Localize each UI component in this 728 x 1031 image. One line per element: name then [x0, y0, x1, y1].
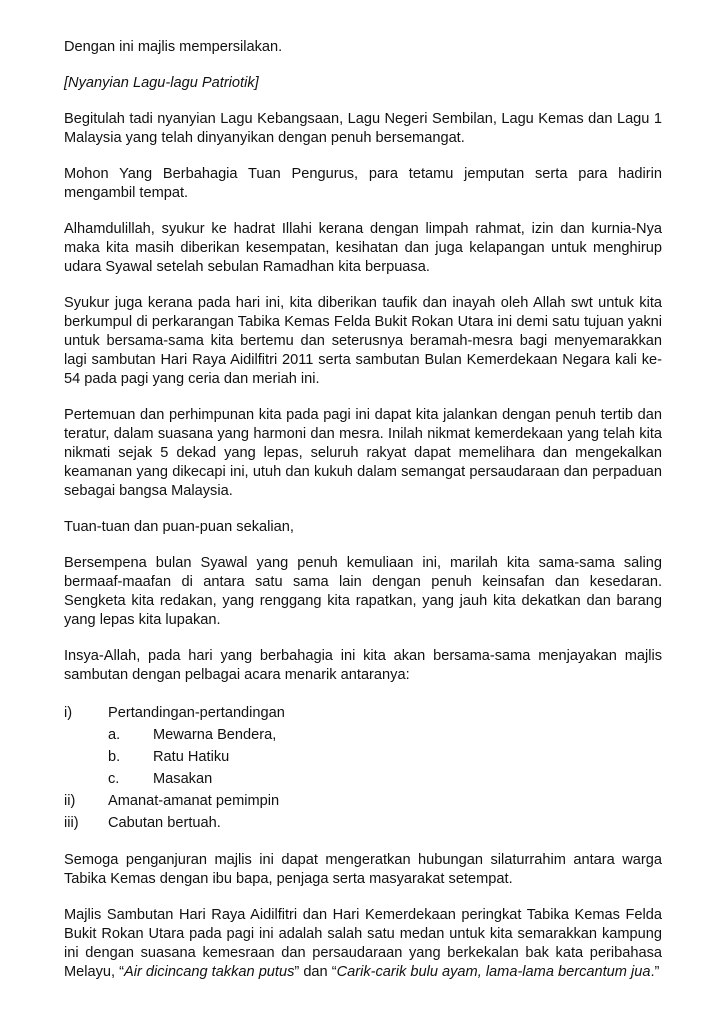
closing-end: .” [650, 964, 660, 980]
paragraph-opening: Dengan ini majlis mempersilakan. [64, 39, 283, 55]
paragraph-salutation: Tuan-tuan dan puan-puan sekalian, [64, 519, 294, 535]
sub-list-item [64, 746, 662, 768]
paragraph-hope: Semoga penganjuran majlis ini dapat mengeratkan hubungan silaturrahim antara warga Tabika Kemas dengan ibu bapa, penjaga serta masyarakat setempat. [64, 852, 662, 887]
closing-connector: dan “ [299, 964, 337, 980]
paragraph-meeting: Pertemuan dan perhimpunan kita pada pagi ini dapat kita jalankan dengan penuh tertib dan teratur, dalam suasana yang harmoni dan mesra. Inilah nikmat kemerdekaan yang telah kita nikmati sejak 5 dekad yang lepas, seluruh rakyat dapat memelihara dan mengekalkan keamanan yang dikecapi ini, utuh dan kukuh dalam semangat persaudaraan dan perpaduan sebagai bangsa Malaysia. [64, 407, 662, 499]
paragraph-seating: Mohon Yang Berbahagia Tuan Pengurus, para tetamu jemputan serta para hadirin mengambil tempat. [64, 166, 662, 201]
paragraph-gratitude: Alhamdulillah, syukur ke hadrat Illahi kerana dengan limpah rahmat, izin dan kurnia-Nya maka kita masih diberikan kesempatan, kesihatan dan juga kelapangan untuk menghirup udara Syawal setelah sebulan Ramadhan kita berpuasa. [64, 221, 662, 275]
sub-list-item [64, 724, 662, 746]
sub-list-letter: b. [108, 748, 121, 765]
sub-list-item [64, 768, 662, 790]
list-item [64, 812, 662, 834]
sub-list-letter: a. [108, 726, 121, 743]
paragraph-closing [64, 906, 662, 982]
list-item [64, 790, 662, 812]
list-text: Amanat-amanat pemimpin [108, 792, 280, 809]
list-number: iii) [64, 814, 79, 831]
stage-direction: [Nyanyian Lagu-lagu Patriotik] [64, 75, 259, 91]
sub-list-text: Ratu Hatiku [153, 748, 230, 765]
list-text: Cabutan bertuah. [108, 814, 221, 831]
events-list [64, 702, 662, 834]
quote-mark: ” [294, 964, 300, 980]
document-page [64, 38, 662, 999]
quote-mark: “ [119, 964, 125, 980]
list-item [64, 702, 662, 724]
paragraph-songs: Begitulah tadi nyanyian Lagu Kebangsaan, Lagu Negeri Sembilan, Lagu Kemas dan Lagu 1 Malaysia yang telah dinyanyikan dengan penuh bersemangat. [64, 111, 662, 146]
proverb-1: Air dicincang takkan putus [124, 964, 295, 980]
proverb-2: Carik-carik bulu ayam, lama-lama bercantum jua [336, 964, 651, 980]
sub-list-text: Mewarna Bendera, [153, 726, 277, 743]
closing-text: Majlis Sambutan Hari Raya Aidilfitri dan Hari Kemerdekaan peringkat Tabika Kemas Felda Bukit Rokan Utara pada pagi ini adalah salah satu medan untuk kita semarakkan kampung ini dengan suasana kemesraan dan persaudaraan yang berkekalan bak kata peribahasa Melayu, [64, 907, 662, 980]
sub-list-letter: c. [108, 770, 120, 787]
list-number: i) [64, 704, 73, 721]
paragraph-events-intro: Insya-Allah, pada hari yang berbahagia ini kita akan bersama-sama menjayakan majlis sambutan dengan pelbagai acara menarik antaranya: [64, 648, 662, 683]
sub-list-text: Masakan [153, 770, 213, 787]
list-text: Pertandingan-pertandingan [108, 704, 285, 721]
paragraph-forgiveness: Bersempena bulan Syawal yang penuh kemuliaan ini, marilah kita sama-sama saling bermaaf-maafan di antara satu sama lain dengan penuh keinsafan dan kesedaran. Sengketa kita redakan, yang renggang kita rapatkan, yang jauh kita dekatkan dan barang yang lepas kita lupakan. [64, 555, 662, 628]
paragraph-gathering: Syukur juga kerana pada hari ini, kita diberikan taufik dan inayah oleh Allah swt untuk kita berkumpul di perkarangan Tabika Kemas Felda Bukit Rokan Utara ini demi satu tujuan yakni untuk bersama-sama kita bertemu dan seterusnya beramah-mesra bagi menyemarakkan lagi sambutan Hari Raya Aidilfitri 2011 serta sambutan Bulan Kemerdekaan Negara kali ke-54 pada pagi yang ceria dan meriah ini. [64, 295, 662, 387]
list-number: ii) [64, 792, 76, 809]
